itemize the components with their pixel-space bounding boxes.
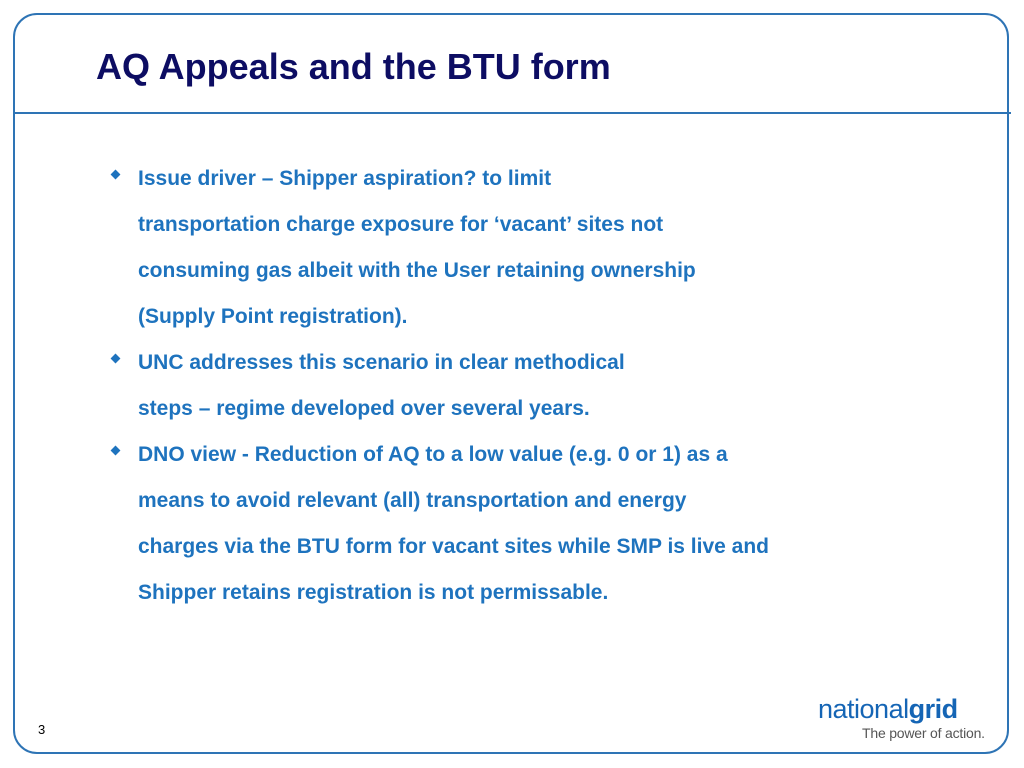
bullet-text-line: means to avoid relevant (all) transportation and energy <box>138 489 687 512</box>
bullet-text-line: Shipper retains registration is not permissable. <box>138 581 609 604</box>
bullet-item-unc <box>110 340 910 432</box>
bullet-text-line: UNC addresses this scenario in clear methodical <box>138 351 625 374</box>
diamond-bullet-icon <box>111 170 121 180</box>
logo-wordmark-bold: grid <box>908 694 958 724</box>
bullet-text-line: (Supply Point registration). <box>138 305 408 328</box>
logo-tagline: The power of action. <box>862 725 985 741</box>
title-divider <box>13 112 1011 114</box>
bullet-text-line: charges via the BTU form for vacant sites while SMP is live and <box>138 535 769 558</box>
diamond-bullet-icon <box>111 446 121 456</box>
bullet-text-line: consuming gas albeit with the User retaining ownership <box>138 259 696 282</box>
bullet-text-line: Issue driver – Shipper aspiration? to limit <box>138 167 552 190</box>
bullet-item-issue-driver <box>110 156 910 340</box>
bullet-list <box>110 156 910 616</box>
logo-wordmark-light: national <box>818 694 909 724</box>
bullet-item-dno-view <box>110 432 910 616</box>
page-number: 3 <box>38 722 46 737</box>
national-grid-logo <box>818 694 998 742</box>
bullet-text-line: transportation charge exposure for ‘vacant’ sites not <box>138 213 664 236</box>
bullet-text-line: DNO view - Reduction of AQ to a low value (e.g. 0 or 1) as a <box>138 443 728 466</box>
bullet-text-line: steps – regime developed over several years. <box>138 397 590 420</box>
logo-wordmark <box>818 694 998 724</box>
slide-title: AQ Appeals and the BTU form <box>96 46 611 87</box>
diamond-bullet-icon <box>111 354 121 364</box>
